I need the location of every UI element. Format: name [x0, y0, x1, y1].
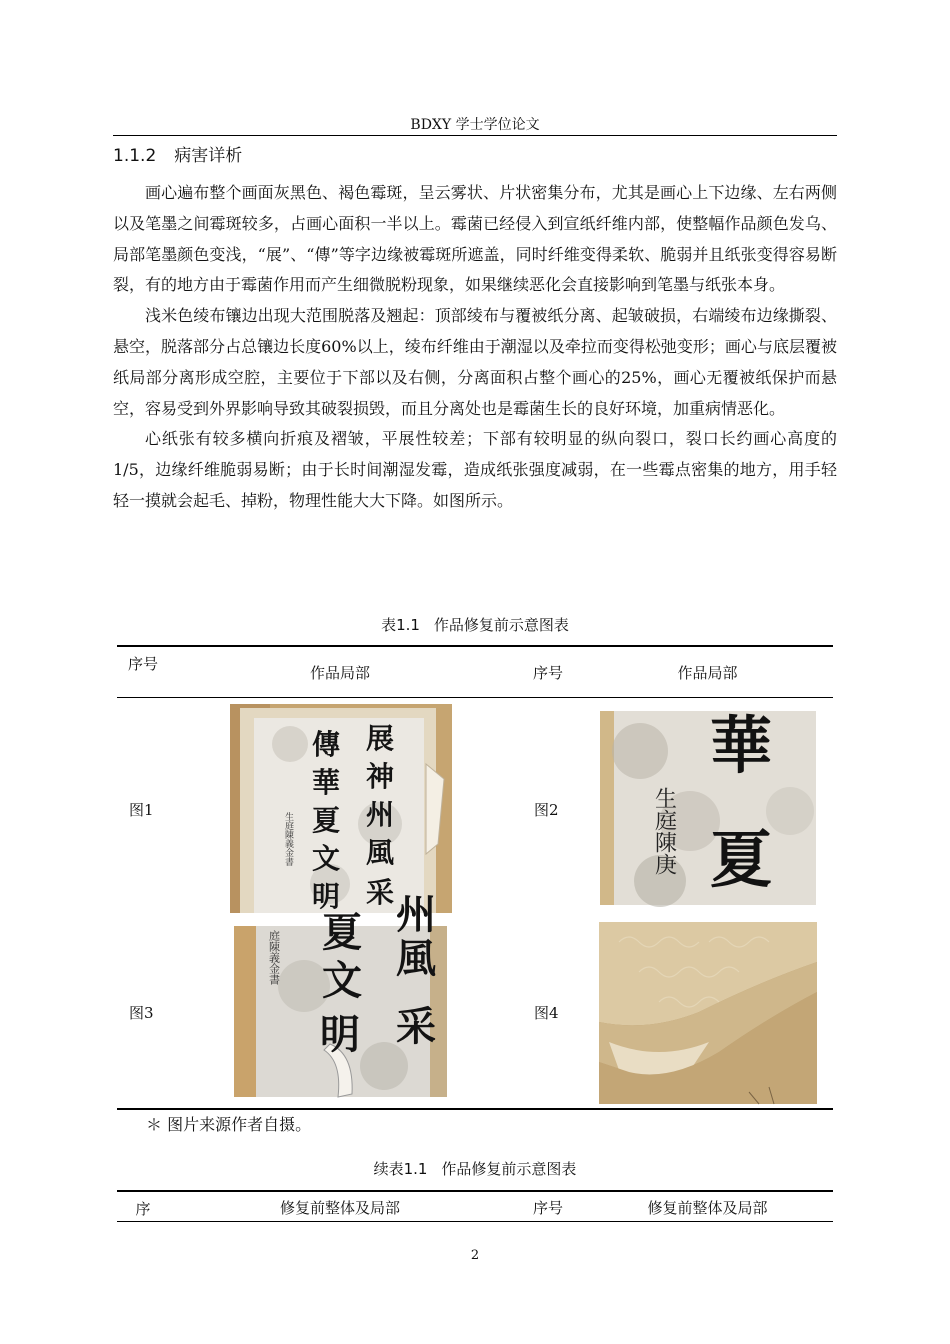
header-rule: [113, 135, 837, 136]
table-continued-number: 续表1.1: [373, 1160, 428, 1178]
fig3-char-3: 明: [320, 1011, 360, 1058]
table-continued-title: 作品修复前示意图表: [441, 1160, 577, 1178]
figure-1-photo: [230, 704, 452, 913]
table2-header-detail-2: 修复前整体及局部: [647, 1199, 768, 1217]
table-bottom-rule: [117, 1108, 833, 1110]
fig2-signature: 生庭陳庚: [651, 787, 677, 875]
figure-3-photo: [234, 891, 447, 1097]
section-heading: [113, 144, 242, 168]
figure-label-2: 图2: [534, 801, 559, 819]
section-number: 1.1.2: [113, 146, 157, 166]
fig2-char-1: 華: [710, 709, 773, 782]
fig1-char-r1: 展: [366, 722, 395, 755]
figure-label-1: 图1: [129, 801, 154, 819]
fig1-char-l1: 傳: [312, 728, 341, 761]
table-title: 作品修复前示意图表: [433, 616, 569, 634]
fig1-char-r5: 采: [366, 876, 395, 909]
fig3-char-1: 夏: [322, 909, 362, 956]
fig1-char-l2: 華: [312, 766, 341, 799]
paragraph-1: 画心遍布整个画面灰黑色、褐色霉斑，呈云雾状、片状密集分布，尤其是画心上下边缘、左右两侧以及笔墨之间霉斑较多，占画心面积一半以上。霉菌已经侵入到宣纸纤维内部，使整幅作品颜色发乌、局部笔墨颜色变浅，“展”、“傳”等字边缘被霉斑所遮盖，同时纤维变得柔软、脆弱并且纸张变得容易断裂，有的地方由于霉菌作用而产生细微脱粉现象，如果继续恶化会直接影响到笔墨与纸张本身。: [113, 183, 837, 295]
fig1-signature: 生庭陳義金書: [283, 812, 293, 866]
paragraph-3: 心纸张有较多横向折痕及褶皱，平展性较差；下部有较明显的纵向裂口，裂口长约画心高度的1/5，边缘纤维脆弱易断；由于长时间潮湿发霉，造成纸张强度减弱，在一些霉点密集的地方，用手轻轻一摸就会起毛、掉粉，物理性能大大下降。如图所示。: [113, 429, 837, 510]
figure-label-3: 图3: [129, 1004, 154, 1022]
fig3-char-2: 文: [322, 957, 362, 1004]
figure-label-4: 图4: [534, 1004, 559, 1022]
table-header-rule: [117, 697, 833, 698]
figure-2-photo: [600, 711, 816, 905]
page-number: 2: [470, 1248, 480, 1263]
body-text: [113, 178, 837, 517]
table-top-rule: [117, 645, 833, 647]
table-header-index-1: 序号: [128, 655, 159, 673]
fig1-char-r4: 風: [366, 836, 395, 869]
table-number: 表1.1: [381, 616, 420, 634]
table-continued-caption: [113, 1159, 837, 1179]
table2-header-detail-1: 修复前整体及局部: [279, 1199, 400, 1217]
fig3-char-4: 風: [396, 935, 436, 982]
table-header-detail-2: 作品局部: [677, 664, 738, 682]
fig1-char-l3: 夏: [312, 804, 341, 837]
table2-header-index-2: 序号: [532, 1199, 563, 1217]
fig1-char-l5: 明: [312, 880, 341, 913]
fig2-char-2: 夏: [710, 823, 773, 896]
fig3-char-6: 州: [396, 891, 436, 938]
fig3-char-5: 采: [396, 1003, 436, 1050]
running-header: BDXY 学士学位论文: [410, 117, 540, 133]
source-note: ＊ 图片来源作者自摄。: [146, 1115, 312, 1134]
fig1-char-r3: 州: [366, 798, 395, 831]
table-continued-top-rule: [117, 1190, 833, 1192]
fig1-char-r2: 神: [366, 760, 395, 793]
fig1-char-l4: 文: [312, 842, 341, 875]
table-header-detail-1: 作品局部: [309, 664, 370, 682]
table2-header-index-1: 序: [135, 1200, 151, 1218]
section-title: 病害详析: [174, 146, 243, 166]
table-header-index-2: 序号: [532, 664, 563, 682]
fig3-signature: 庭陳義金書: [267, 930, 281, 985]
paragraph-2: 浅米色绫布镶边出现大范围脱落及翘起：顶部绫布与覆被纸分离、起皱破损，右端绫布边缘撕裂、悬空，脱落部分占总镶边长度60%以上，绫布纤维由于潮湿以及牵拉而变得松弛变形；画心与底层覆被纸局部分离形成空腔，主要位于下部以及右侧，分离面积占整个画心的25%，画心无覆被纸保护而悬空，容易受到外界影响导致其破裂损毁，而且分离处也是霉菌生长的良好环境，加重病情恶化。: [113, 306, 837, 418]
table-caption: [113, 615, 837, 635]
table-continued-header-rule: [117, 1221, 833, 1222]
figure-4-photo: [599, 922, 817, 1104]
